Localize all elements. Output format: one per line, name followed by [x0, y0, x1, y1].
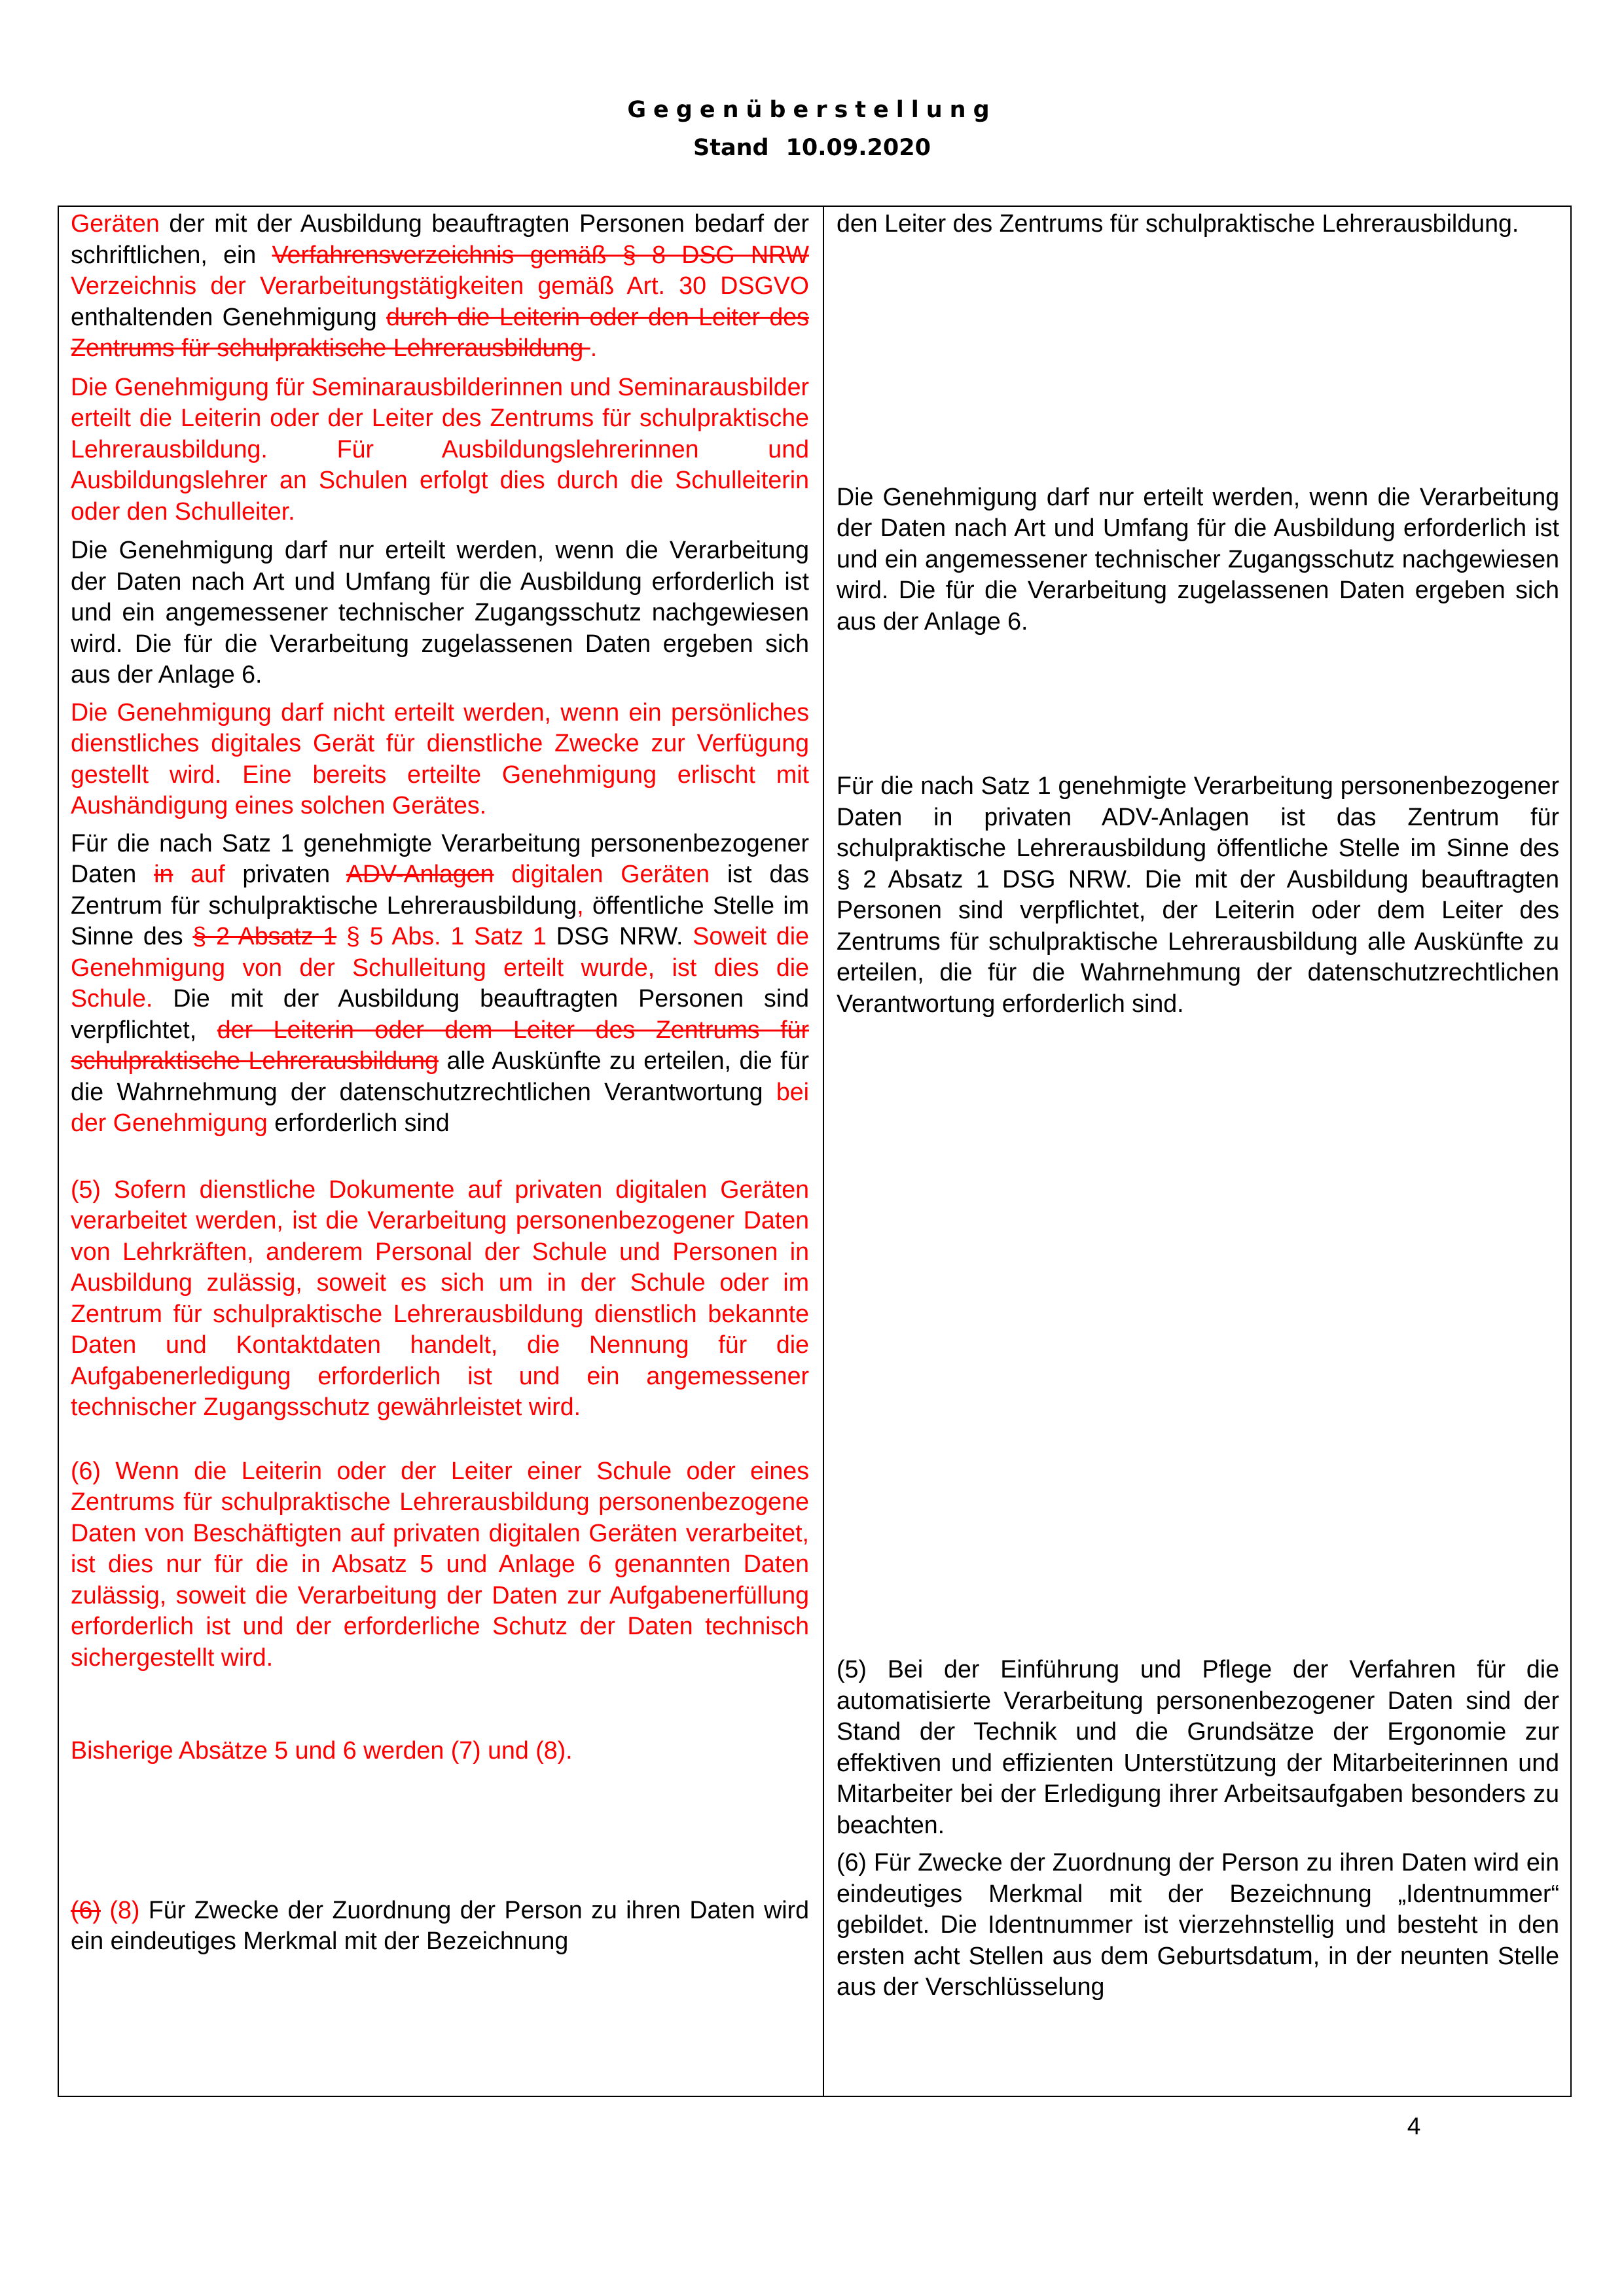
deleted-text: ADV-Anlagen: [346, 860, 494, 888]
left-paragraph-4: Die Genehmigung darf nicht erteilt werden, wenn ein persönliches dienstliches digitales Gerät für dienstliche Zwecke zur Verfügung gestellt wird. Eine bereits erteilte Genehmigung erlischt mit Aushändigung eines solchen Gerätes.: [71, 698, 809, 819]
inserted-text: Soweit die Genehmigung von der Schulleitung erteilt wurde, ist dies die Schule.: [71, 922, 809, 1012]
right-paragraph-1: den Leiter des Zentrums für schulpraktische Lehrerausbildung.: [837, 209, 1519, 237]
stand-label: Stand: [693, 135, 769, 161]
inserted-text: digitalen Geräten: [494, 860, 710, 888]
page-number: 4: [1407, 2113, 1421, 2140]
text-run: erforderlich sind: [267, 1109, 450, 1136]
page-title: Gegenüberstellung: [627, 97, 997, 123]
inserted-text: (8): [100, 1895, 140, 1924]
deleted-text: durch die Leiterin oder den Leiter des Zentrums für schulpraktische Lehrerausbildung: [71, 302, 809, 361]
deleted-text: § 2 Absatz 1: [192, 922, 337, 950]
right-paragraph-2: Die Genehmigung darf nur erteilt werden, wenn die Verarbeitung der Daten nach Art und Umfang für die Ausbildung erforderlich ist und ein angemessener technischer Zugangsschutz nachgewiesen wird. Die für die Verarbeitung zugelassenen Daten ergeben sich aus der Anlage 6.: [837, 482, 1559, 635]
inserted-text: ,: [577, 891, 584, 919]
stand-line: [0, 135, 1624, 161]
text-run: DSG NRW.: [546, 922, 693, 950]
inserted-text: .: [590, 334, 598, 361]
text-run: Für Zwecke der Zuordnung der Person zu ihren Daten wird ein eindeutiges Merkmal mit der Bezeichnung: [71, 1895, 809, 1954]
inserted-text: bei der Genehmigung: [71, 1077, 809, 1136]
left-paragraph-1: [71, 208, 809, 364]
inserted-text: § 5 Abs. 1 Satz 1: [336, 922, 547, 950]
deleted-text: (6): [71, 1895, 101, 1924]
comparison-table: [58, 206, 1572, 2097]
column-divider: [823, 207, 824, 2096]
text-run: Die mit der Ausbildung beauftragten Personen sind verpflichtet,: [71, 984, 809, 1043]
deleted-text: Verfahrensverzeichnis gemäß § 8 DSG NRW: [272, 240, 809, 268]
right-column-current-version: [837, 208, 1559, 2003]
left-column-new-version: [71, 208, 809, 1957]
text-run: Für die nach Satz 1 genehmigte Verarbeitung personenbezogener Daten: [71, 829, 809, 888]
left-paragraph-renumbering-note: Bisherige Absätze 5 und 6 werden (7) und (8).: [71, 1736, 573, 1764]
inserted-text: Verzeichnis der Verarbeitungstätigkeiten gemäß Art. 30 DSGVO: [71, 272, 809, 299]
left-paragraph-5: [71, 828, 809, 1139]
left-paragraph-absatz-5: (5) Sofern dienstliche Dokumente auf privaten digitalen Geräten verarbeitet werden, ist die Verarbeitung personenbezogener Daten von Lehrkräften, anderem Personal der Schule und Personen in Ausbildung zulässig, soweit es sich um in der Schule oder im Zentrum für schulpraktische Lehrerausbildung dienstlich bekannte Daten und Kontaktdaten handelt, die Nennung für die Aufgabenerledigung erforderlich ist und ein angemessener technischer Zugangsschutz gewährleistet wird.: [71, 1175, 809, 1420]
deleted-text: der Leiterin oder dem Leiter des Zentrums für schulpraktische Lehrerausbildung: [71, 1015, 809, 1074]
text-run: öffentliche Stelle im Sinne des: [71, 891, 809, 950]
inserted-text: Geräten: [71, 209, 160, 237]
right-paragraph-absatz-6: (6) Für Zwecke der Zuordnung der Person zu ihren Daten wird ein eindeutiges Merkmal mit der Bezeichnung „Identnummer“ gebildet. Die Identnummer ist vierzehnstellig und besteht in den ersten acht Stellen aus dem Geburtsdatum, in der neunten Stelle aus der Verschlüsselung: [837, 1848, 1559, 2000]
right-paragraph-3: Für die nach Satz 1 genehmigte Verarbeitung personenbezogener Daten in privaten ADV-Anlagen ist das Zentrum für schulpraktische Lehrerausbildung öffentliche Stelle im Sinne des § 2 Absatz 1 DSG NRW. Die mit der Ausbildung beauftragten Personen sind verpflichtet, der Leiterin oder dem Leiter des Zentrums für schulpraktische Lehrerausbildung alle Auskünfte zu erteilen, die für die Wahrnehmung der datenschutzrechtlichen Verantwortung erforderlich sind.: [837, 772, 1559, 1017]
text-run: ist das Zentrum für schulpraktische Lehrerausbildung: [71, 860, 809, 919]
stand-date: 10.09.2020: [785, 135, 931, 161]
deleted-text: in: [154, 860, 173, 888]
text-run: privaten: [225, 860, 346, 888]
left-paragraph-2: Die Genehmigung für Seminarausbilderinnen und Seminarausbilder erteilt die Leiterin oder der Leiter des Zentrums für schulpraktische Lehrerausbildung. Für Ausbildungslehrerinnen und Ausbildungslehrer an Schulen erfolgt dies durch die Schulleiterin oder den Schulleiter.: [71, 372, 810, 525]
left-paragraph-absatz-6: (6) Wenn die Leiterin oder der Leiter einer Schule oder eines Zentrums für schulpraktische Lehrerausbildung personenbezogene Daten von Beschäftigten auf privaten digitalen Geräten verarbeitet, ist dies nur für die in Absatz 5 und Anlage 6 genannten Daten zulässig, soweit die Verarbeitung der Daten zur Aufgabenerfüllung erforderlich ist und der erforderliche Schutz der Daten technisch sichergestellt wird.: [71, 1456, 809, 1671]
text-run: enthaltenden Genehmigung: [71, 302, 387, 331]
text-run: alle Auskünfte zu erteilen, die für die Wahrnehmung der datenschutzrechtlichen Verantwortung: [71, 1047, 810, 1105]
inserted-text: auf: [173, 860, 225, 888]
left-paragraph-absatz-8: [71, 1895, 809, 1957]
text-run: der mit der Ausbildung beauftragten Personen bedarf der schriftlichen, ein: [71, 209, 809, 268]
left-paragraph-3: Die Genehmigung darf nur erteilt werden, wenn die Verarbeitung der Daten nach Art und Umfang für die Ausbildung erforderlich ist und ein angemessener technischer Zugangsschutz nachgewiesen wird. Die für die Verarbeitung zugelassenen Daten ergeben sich aus der Anlage 6.: [71, 536, 809, 688]
right-paragraph-absatz-5: (5) Bei der Einführung und Pflege der Verfahren für die automatisierte Verarbeitung personenbezogener Daten sind der Stand der Technik und die Grundsätze der Ergonomie zur effektiven und effizienten Unterstützung der Mitarbeiterinnen und Mitarbeiter bei der Erledigung ihrer Arbeitsaufgaben besonders zu beachten.: [837, 1655, 1559, 1839]
